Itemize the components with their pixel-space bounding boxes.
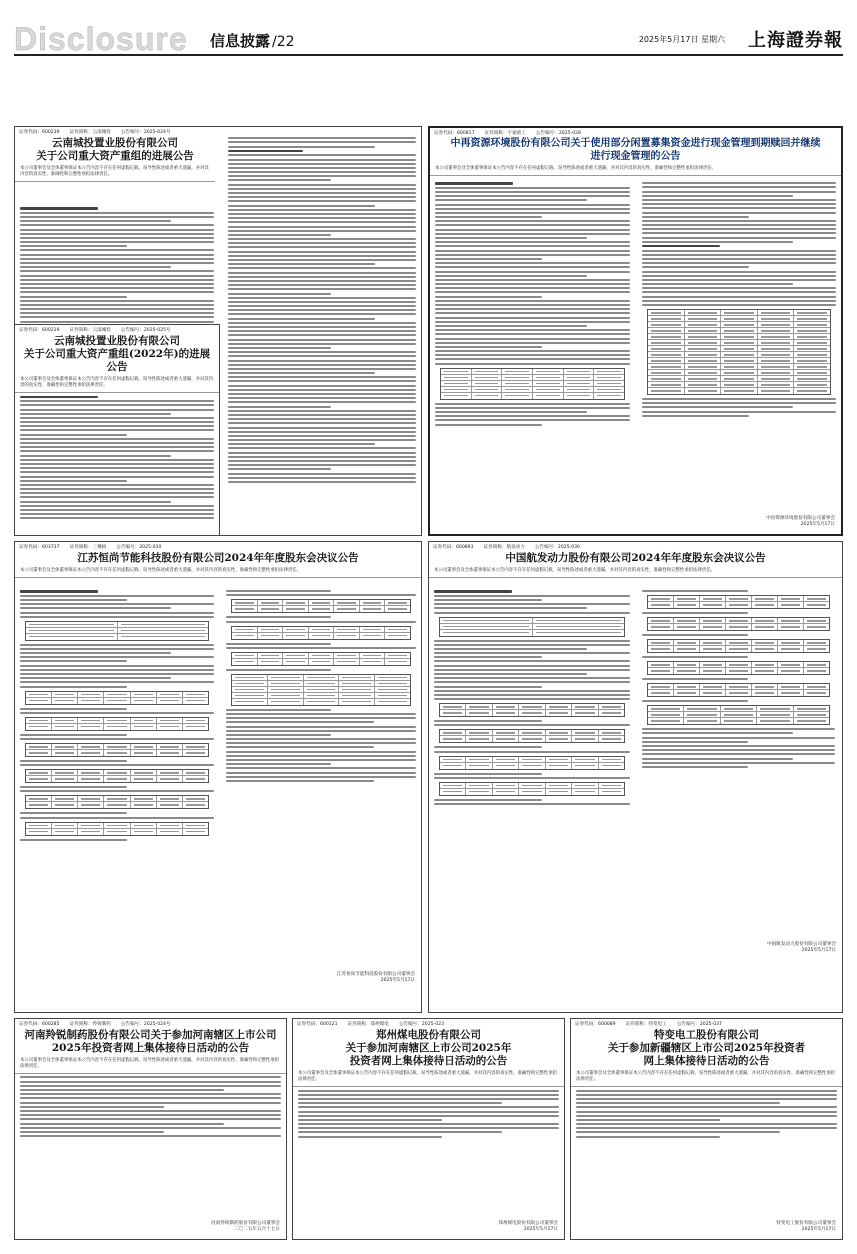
notice-title: 郑州煤电股份有限公司 关于参加河南辖区上市公司2025年 投资者网上集体接待日活动的公告 <box>345 1029 512 1068</box>
notice-disclaimer: 本公司董事会及全体董事保证本公告内容不存在任何虚假记载、误导性陈述或者重大遗漏，并对其内容的真实性、准确性和完整性承担法律责任。 <box>571 1070 842 1087</box>
vote-table-5 <box>25 795 209 809</box>
notice-meta: 证券代码：600121 证券简称：郑州煤电 公告编号：2025-023 <box>297 1022 444 1027</box>
notice-body-col2 <box>637 588 840 770</box>
notice-disclaimer: 本公司董事会及全体董事保证本公告内容不存在任何虚假记载、误导性陈述或者重大遗漏，并对其内容的真实性、准确性和完整性承担法律责任。 <box>15 376 219 393</box>
vote-table-9 <box>647 683 830 697</box>
notice-zhengzhou-coal <box>292 1018 565 1240</box>
notice-disclaimer: 本公司董事会及全体董事保证本公告内容不存在任何虚假记载、误导性陈述或者重大遗漏，并对其内容的真实性、准确性和完整性承担法律责任。 <box>430 165 841 176</box>
notice-meta: 证券代码：600239 证券简称：云南城投 公告编号：2025-024号 <box>19 130 171 135</box>
vote-table-3 <box>25 743 209 757</box>
notice-disclaimer: 本公司董事会及全体董事保证本公告内容不存在任何虚假记载、误导性陈述或者重大遗漏，并对其内容的真实性、准确性和完整性承担法律责任。 <box>429 567 842 578</box>
section-name: 信息披露 <box>210 32 271 50</box>
notice-title: 云南城投置业股份有限公司 关于公司重大资产重组的进展公告 <box>36 137 194 163</box>
notice-signature: 中国航发动力股份有限公司董事会 2025年5月17日 <box>767 942 836 953</box>
notice-signature: 江苏恒尚节能科技股份有限公司董事会 2025年5月17日 <box>336 972 415 983</box>
vote-table-2 <box>439 729 625 743</box>
vote-table-9 <box>231 652 411 666</box>
page-number: /22 <box>272 34 295 50</box>
attendance-table <box>25 621 209 641</box>
vote-table-1 <box>439 703 625 717</box>
vote-table-8 <box>647 661 830 675</box>
masthead <box>14 22 843 56</box>
attendance-table <box>439 617 625 637</box>
notice-title: 河南羚锐制药股份有限公司关于参加河南辖区上市公司 2025年投资者网上集体接待日活动的公告 <box>24 1029 277 1055</box>
vote-table-7 <box>231 599 411 613</box>
notice-title: 江苏恒尚节能科技股份有限公司2024年年度股东会决议公告 <box>77 552 359 564</box>
notice-signature: 河南羚锐制药股份有限公司董事会 二〇二五年五月十七日 <box>211 1221 280 1232</box>
notice-body <box>15 1076 286 1137</box>
vote-table-1 <box>25 691 209 705</box>
notice-disclaimer: 本公司董事会及全体董事保证本公告内容不存在任何虚假记载、误导性陈述或者重大遗漏，并对其内容的真实性、准确性和完整性承担法律责任。 <box>15 1057 286 1074</box>
notice-signature: 中再资源环境股份有限公司董事会 2025年5月17日 <box>766 516 835 527</box>
product-table <box>440 368 625 400</box>
notice-body <box>571 1090 842 1138</box>
notice-body <box>15 396 219 520</box>
vote-table-5 <box>647 595 830 609</box>
notice-meta: 证券代码：600817 证券简称：宇通重工 公告编号：2025-028 <box>434 131 581 136</box>
notice-title: 中国航发动力股份有限公司2024年年度股东会决议公告 <box>505 552 766 564</box>
notice-body <box>429 588 635 807</box>
vote-table-10 <box>231 674 411 706</box>
notice-jiangsu-hengshang <box>14 541 422 1013</box>
investment-table <box>647 309 831 395</box>
vote-table-8 <box>231 626 411 640</box>
vote-table-3 <box>439 756 625 770</box>
notice-meta: 证券代码：603737 证券简称：三棵树 公告编号：2025-030 <box>19 545 162 550</box>
notice-body-col2 <box>223 135 421 485</box>
vote-table-7 <box>647 639 830 653</box>
notice-body <box>15 588 219 843</box>
notice-meta: 证券代码：600285 证券简称：羚锐制药 公告编号：2025-024号 <box>19 1022 171 1027</box>
vote-table-2 <box>25 717 209 731</box>
notice-yunnan-chengtou-2 <box>14 324 220 536</box>
notice-signature: 郑州煤电股份有限公司董事会 2025年5月17日 <box>498 1221 558 1232</box>
newspaper-name: 上海證券報 <box>748 30 843 51</box>
brand-logo: Disclosure <box>14 21 188 57</box>
notice-body <box>430 180 635 428</box>
notice-title: 特变电工股份有限公司 关于参加新疆辖区上市公司2025年投资者 网上集体接待日活动的公告 <box>607 1029 806 1068</box>
notice-zhongzai-resources <box>428 126 843 536</box>
notice-disclaimer: 本公司董事会及全体董事保证本公告内容不存在任何虚假记载、误导性陈述或者重大遗漏，并对其内容的真实性、准确性和完整性承担法律责任。 <box>15 567 421 578</box>
vote-table-10 <box>647 705 830 725</box>
notice-meta: 证券代码：600089 证券简称：特变电工 公告编号：2025-037 <box>575 1022 722 1027</box>
notice-meta: 证券代码：600893 证券简称：航发动力 公告编号：2025-030 <box>433 545 580 550</box>
notice-disclaimer: 本公司董事会及全体董事保证本公告内容不存在任何虚假记载、误导性陈述或者重大遗漏，并对其内容的真实性、准确性和完整性承担法律责任。 <box>15 165 215 182</box>
issue-date: 2025年5月17日 星期六 <box>638 35 725 44</box>
notice-body-col2 <box>637 180 841 419</box>
notice-signature: 特变电工股份有限公司董事会 2025年5月17日 <box>776 1221 836 1232</box>
vote-table-6 <box>25 822 209 836</box>
vote-table-4 <box>439 782 625 796</box>
notice-body-col2 <box>221 588 421 784</box>
notice-tbea <box>570 1018 843 1240</box>
section-title <box>210 30 295 51</box>
notice-body <box>293 1090 564 1138</box>
notice-disclaimer: 本公司董事会及全体董事保证本公告内容不存在任何虚假记载、误导性陈述或者重大遗漏，并对其内容的真实性、准确性和完整性承担法律责任。 <box>293 1070 564 1087</box>
notice-title: 云南城投置业股份有限公司 关于公司重大资产重组(2022年)的进展公告 <box>23 335 211 374</box>
notice-meta: 证券代码：600239 证券简称：云南城投 公告编号：2025-025号 <box>19 328 171 333</box>
notice-title: 中再资源环境股份有限公司关于使用部分闲置募集资金进行现金管理到期赎回并继续进行现金管理的公告 <box>450 138 821 162</box>
vote-table-6 <box>647 617 830 631</box>
notice-henan-lingrui <box>14 1018 287 1240</box>
notice-aecc-aero-engine <box>428 541 843 1013</box>
vote-table-4 <box>25 769 209 783</box>
